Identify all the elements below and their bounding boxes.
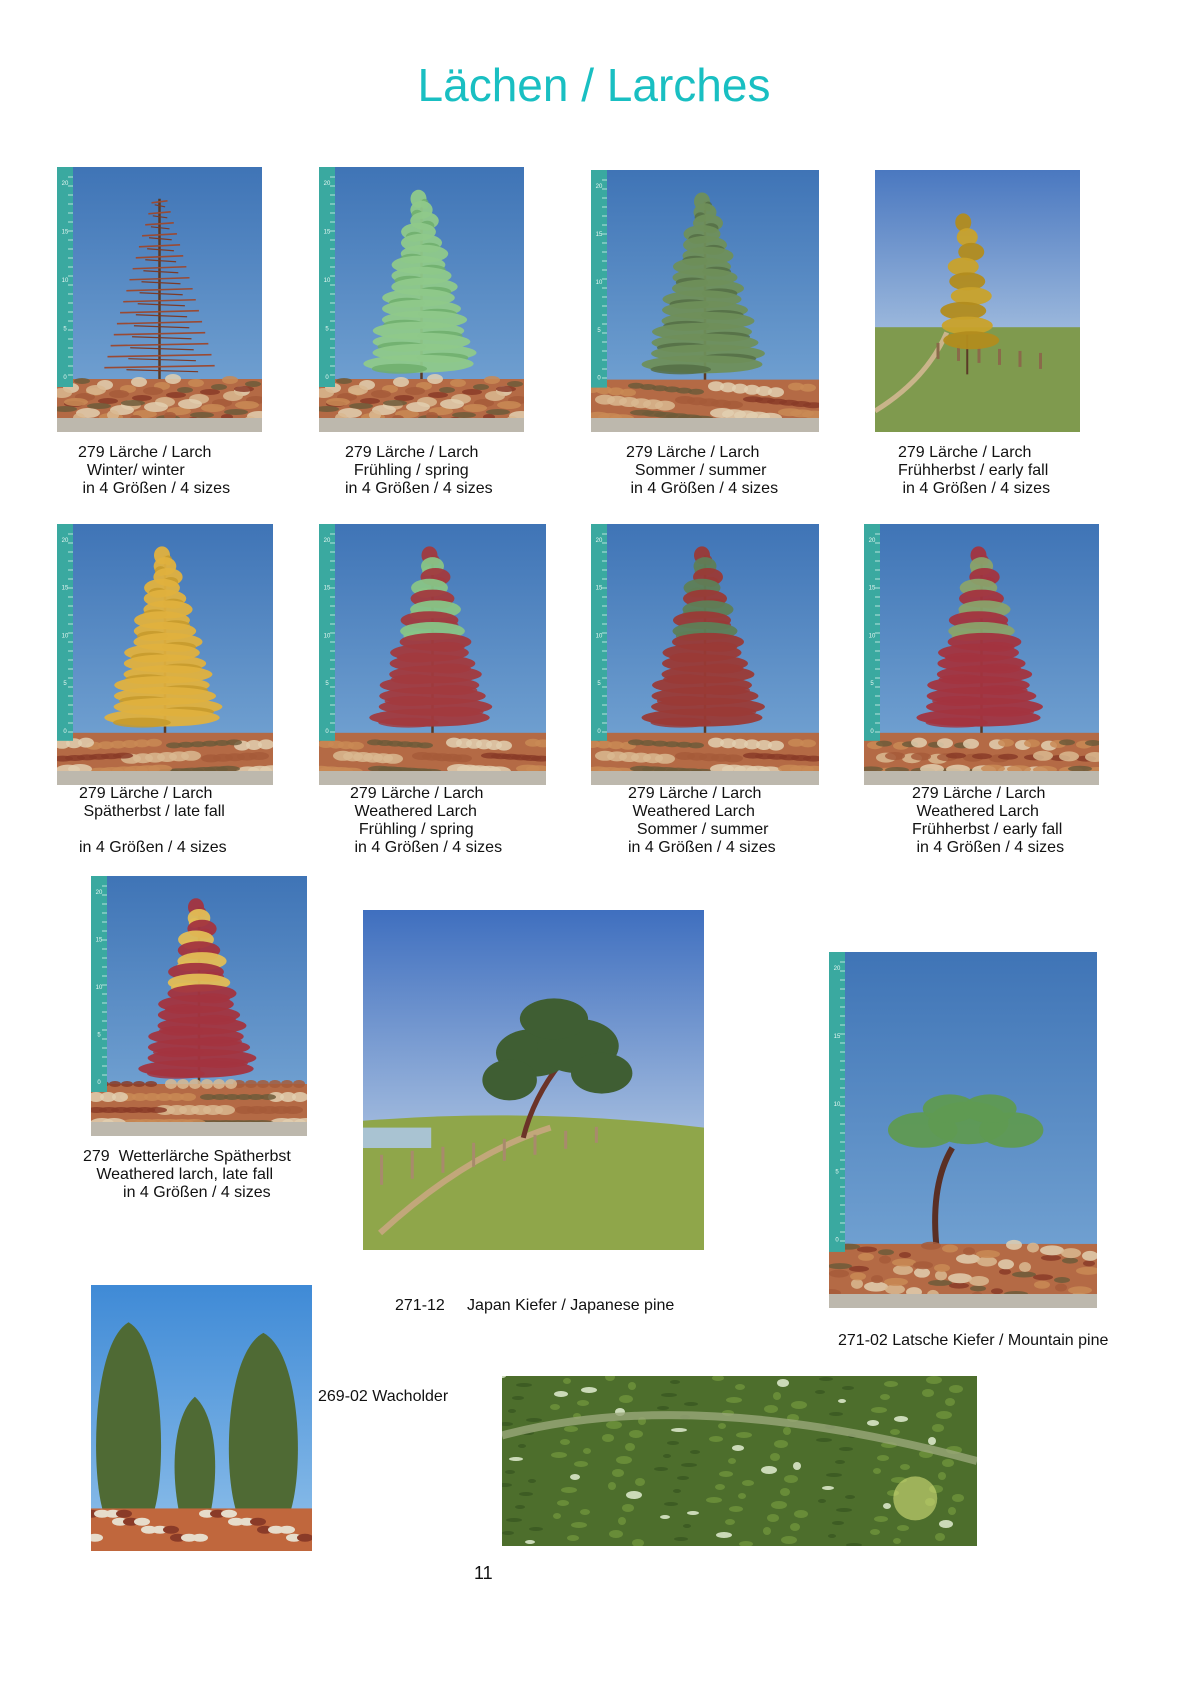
svg-text:0: 0 [97,1080,101,1087]
scale-ruler [91,876,107,1092]
photo-larch-winter [57,167,262,432]
svg-text:10: 10 [595,633,603,640]
svg-text:5: 5 [325,326,329,333]
photo-larch-summer [591,170,819,432]
caption-weathered-larch-early-fall: 279 Lärche / Larch Weathered Larch Frühherbst / early fall in 4 Größen / 4 sizes [912,785,1065,856]
svg-text:10: 10 [595,279,603,286]
svg-text:0: 0 [63,375,67,381]
svg-text:5: 5 [597,681,601,688]
scale-ruler [57,524,73,741]
caption-larch-winter: 279 Lärche / Larch Winter/ winter in 4 Größen / 4 sizes [78,444,231,497]
scale-ruler [591,170,607,388]
svg-text:0: 0 [63,728,67,735]
svg-text:15: 15 [95,937,103,944]
page-title: Lächen / Larches [417,59,771,111]
caption-japanese-pine: 271-12 Japan Kiefer / Japanese pine [395,1297,675,1314]
svg-text:0: 0 [597,728,601,735]
photo-weathered-larch-spring [319,524,546,785]
scale-ruler [864,524,880,741]
scale-ruler [57,167,73,387]
svg-text:10: 10 [95,985,103,992]
svg-text:15: 15 [595,231,603,238]
photo-weathered-larch-early-fall [864,524,1099,785]
svg-text:20: 20 [61,538,69,544]
caption-weathered-larch-spring: 279 Lärche / Larch Weathered Larch Frühling / spring in 4 Größen / 4 sizes [350,785,503,856]
svg-text:15: 15 [868,585,876,592]
scale-ruler [829,952,845,1252]
caption-mountain-pine: 271-02 Latsche Kiefer / Mountain pine [838,1332,1109,1349]
photo-weathered-larch-late-fall [91,876,307,1136]
svg-text:5: 5 [597,327,601,334]
caption-larch-early-fall: 279 Lärche / Larch Frühherbst / early fall in 4 Größen / 4 sizes [898,444,1051,497]
caption-weathered-larch-late-fall: 279 Wetterlärche Spätherbst Weathered larch, late fall in 4 Größen / 4 sizes [83,1148,291,1201]
svg-text:15: 15 [323,229,331,236]
svg-text:15: 15 [833,1033,841,1040]
svg-text:15: 15 [61,229,69,236]
svg-text:5: 5 [870,681,874,688]
photo-larch-early-fall [875,170,1080,432]
caption-larch-late-fall: 279 Lärche / Larch Spätherbst / late fall in 4 Größen / 4 sizes [79,785,227,856]
svg-text:0: 0 [597,375,601,382]
svg-text:20: 20 [595,184,603,190]
svg-text:15: 15 [595,585,603,592]
photo-juniper [91,1285,312,1551]
svg-text:0: 0 [870,728,874,735]
scale-ruler [591,524,607,741]
svg-text:10: 10 [61,633,69,640]
page-number: 11 [474,1563,493,1583]
svg-text:5: 5 [63,326,67,333]
svg-text:10: 10 [323,278,331,284]
svg-text:10: 10 [833,1101,841,1108]
scale-ruler [319,167,335,387]
svg-text:15: 15 [61,585,69,592]
svg-text:20: 20 [323,538,331,544]
svg-text:0: 0 [325,728,329,735]
photo-larch-late-fall [57,524,273,785]
caption-larch-spring: 279 Lärche / Larch Frühling / spring in 4 Größen / 4 sizes [345,444,493,497]
photo-grass-mat [502,1376,977,1546]
scale-ruler [319,524,335,741]
svg-text:5: 5 [63,681,67,688]
svg-text:20: 20 [95,890,103,896]
caption-juniper: 269-02 Wacholder [318,1388,449,1405]
svg-text:10: 10 [868,633,876,640]
photo-mountain-pine [829,952,1097,1308]
photo-weathered-larch-summer [591,524,819,785]
svg-text:0: 0 [325,375,329,381]
photo-japanese-pine [363,910,704,1250]
svg-text:20: 20 [833,966,841,972]
caption-weathered-larch-summer: 279 Lärche / Larch Weathered Larch Sommer / summer in 4 Größen / 4 sizes [628,785,776,856]
photo-larch-spring [319,167,524,432]
svg-text:20: 20 [323,181,331,187]
svg-text:20: 20 [595,538,603,544]
svg-text:5: 5 [325,681,329,688]
svg-text:20: 20 [61,181,69,187]
svg-text:15: 15 [323,585,331,592]
svg-text:5: 5 [97,1032,101,1039]
svg-text:5: 5 [835,1169,839,1176]
svg-text:0: 0 [835,1237,839,1244]
svg-text:10: 10 [61,278,69,284]
svg-text:10: 10 [323,633,331,640]
caption-larch-summer: 279 Lärche / Larch Sommer / summer in 4 Größen / 4 sizes [626,444,779,497]
svg-text:20: 20 [868,538,876,544]
